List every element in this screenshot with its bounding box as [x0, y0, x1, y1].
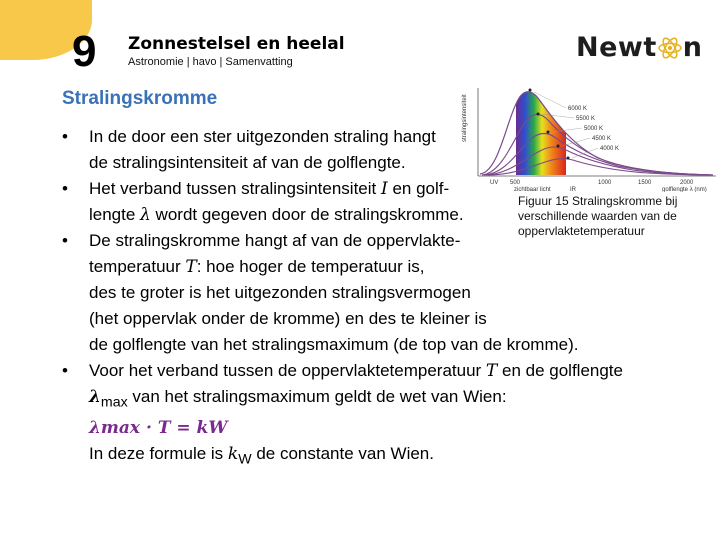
section-title: Stralingskromme — [62, 88, 218, 109]
chapter-number: 9 — [72, 27, 97, 76]
bullet-line: de golflengte van het stralingsmaximum (de top van de kromme). — [89, 335, 579, 354]
bullet-item — [62, 228, 662, 358]
curve-label-6000k: 6000 K — [568, 106, 588, 112]
atom-icon — [657, 35, 683, 61]
x-tick-visible: zichtbaar licht — [514, 187, 551, 192]
bullet-item — [62, 124, 662, 176]
curve-label-4000k: 4000 K — [600, 146, 620, 152]
bullet-line: $\lambda_{max}$ van het stralingsmaximum geldt de wet van Wien: — [89, 387, 507, 411]
bullet-line: de stralingsintensiteit af van de golflengte. — [89, 153, 406, 172]
figure-caption: Figuur 15 Stralingskromme bij verschillende waarden van de oppervlaktetemperatuur — [518, 194, 678, 238]
x-tick-1500: 1500 — [638, 180, 652, 186]
bullet-item — [62, 176, 662, 228]
summary-content — [62, 124, 662, 473]
bullet-line: • De stralingskromme hangt af van de oppervlakte- — [89, 231, 461, 250]
x-tick-uv: UV — [490, 180, 499, 186]
x-tick-2000: 2000 — [680, 180, 694, 186]
curve-label-5500k: 5500 K — [576, 116, 596, 122]
bullet-line: • In de door een ster uitgezonden straling hangt — [89, 127, 436, 146]
bullet-line: lengte λ wordt gegeven door de stralingskromme. — [89, 205, 464, 225]
bullet-line: • Het verband tussen stralingsintensiteit I en golf- — [89, 179, 450, 199]
closing-line: In deze formule is $k_W$ de constante van Wien. — [89, 444, 434, 468]
bullet-item — [62, 358, 662, 415]
x-tick-500: 500 — [510, 180, 521, 186]
bullet-line: (het oppervlak onder de kromme) en des te kleiner is — [89, 309, 487, 328]
bullet-line: • Voor het verband tussen de oppervlaktetemperatuur T en de golflengte — [89, 361, 623, 381]
bullet-line: temperatuur T: hoe hoger de temperatuur is, — [89, 257, 425, 277]
curve-label-5000k: 5000 K — [584, 126, 604, 132]
bullet-line: des te groter is het uitgezonden stralingsvermogen — [89, 283, 471, 302]
logo-text-right: n — [682, 32, 703, 63]
curve-label-4500k: 4500 K — [592, 136, 612, 142]
logo-text-left: Newt — [576, 32, 657, 63]
y-axis-label: stralingsintensiteit — [462, 94, 468, 142]
chapter-subtitle: Astronomie | havo | Samenvatting — [128, 56, 293, 68]
x-tick-ir: IR — [570, 187, 576, 192]
x-axis-label: golflengte λ (nm) — [662, 187, 707, 192]
wien-formula: λmax · T = kW — [89, 418, 228, 439]
x-tick-1000: 1000 — [598, 180, 612, 186]
newton-logo — [576, 32, 703, 63]
chapter-title: Zonnestelsel en heelal — [128, 34, 345, 54]
